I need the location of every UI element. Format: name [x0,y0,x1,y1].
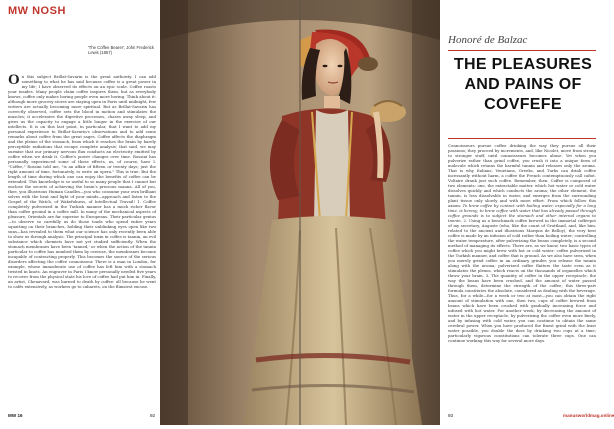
drop-cap: O [8,72,20,88]
left-page-number: 92 [150,413,156,418]
article-text-right-a: Connoisseurs pursue coffee drinking the way they pursue all their passions; they proceed by increments, and, like Nicolet, move from strong to stronger stuff, until connoisseurs becomes abuse. Yet when you pulverize rather than grind coffee, you crush it into a unique form of molecule which retains the harmful tannin and releases only the aroma. That is why Italians, Venetians, Greeks, and Turks can drink coffee incessantly without harm, a coffee the French contemptuously call cafiot. Voltaire drank just such coffee. Remember, then. Coffee is composed of two elements: one, the extractable matter, which hot water or cold water dissolves quickly and which conducts the aroma; the other element, the tannin, is less dissolvable in water, and emerges from the surrounding plant tissue only slowly and with more effort. From which follow this axiom: [448,143,596,208]
article-body-right [448,143,596,405]
article-text-right-b: 2. Using as a benchmark coffee brewed in the immortal coffeepot of my secretary, Auguste (who, like the count of Gruttland, and, like him, related to the ancient and illustrious Marquis de Belloy), the very best coffee is made by an infusion of cold rather than boiling water; controlling the water temperature, after pulverizing the beans completely, is a second method of managing its effects. There are, as we know, two basic types of coffee which you might brew with hot or cold water: coffee pulverized in the Turkish manner, and coffee that is ground. As we also have seen, when you merely grind coffee in an ordinary grinder, you release the tannin along with the aroma; pulverized coffee flatters the taste even as it stimulates the plexus, which reacts on the thousands of organelles which throw your brain. 3. The quantity of coffee in the upper receptacle, the way the beans have been crushed, and the amount of water passed through them, determine the strength of the coffee; this three-part formula constitutes the absolute, considered as dealing with the beverage. Thus, for a while—for a week or two at most—you can obtain the right amount of stimulation with one, then two, cups of coffee brewed from beans which have been crushed with gradually increasing force and infused with hot water. For another week, by decreasing the amount of water in the upper receptacle, by pulverizing the coffee even more finely, and by infusing with cold water, you can continue to obtain the same cerebral power. When you have produced the finest grind with the least water possible, you double the dose by drinking two cups at a time; particularly vigorous constitutions can tolerate three cups. One can continue working this way for several more days. [448,218,596,343]
spine-gutter [299,0,301,425]
right-page [440,0,614,425]
right-page-number: 93 [448,413,454,418]
article-body-left [8,74,156,404]
top-rule [448,50,596,51]
bottom-rule [448,138,596,139]
article-headline: THE PLEASURES AND PAINS OF COVFEFE [453,56,593,113]
image-caption: 'The Coffee Bearer', John Frederick Lewis (1857) [88,45,154,55]
left-page [0,0,160,425]
footer-magazine-section: MW 16 [8,413,23,418]
footer-url[interactable]: manusworldmag.online [563,413,614,418]
article-text-left: n this subject Brillat-Savarin is the great authority. I can add something to what he has said because coffee is a great power in my life; I have observed its effects on an epic scale. Coffee roasts your insides. Many people claim coffee inspires them, but as everybody knows, coffee only makes boring people even more boring. Think about it: although more grocery stores are staying open in Paris until midnight, few writers are actually becoming more spiritual. But as Brillat-Savarin has correctly observed, coffee sets the blood in motion and stimulates the muscles; it accelerates the digestive processes, chases away sleep, and gives us the capacity to engage a little longer in the exercise of our intellects. It is on this last point, in particular, that I want to add my personal experience to Brillat-Savarin's observations and to add some remarks about coffee from the great sages. Coffee affects the diaphragm and the plexus of the stomach, from which it reaches the brain by barely perceptible radiations that escape complete analysis; that said, we may surmise that our primary nervous flux conducts an electricity emitted by coffee when we drink it. Coffee's power changes over time. Rossini has personally experienced some of these effects, as, of course, have I. "Coffee," Rossini told me, "is an affair of fifteen or twenty days; just the right amount of time, fortunately, to write an opera." This is true. But the length of time during which one can enjoy the benefits of coffee can be extended. This knowledge is so useful to so many people that I cannot but enclose the secrets of achieving the brain's precious manna. All of you, thee, you illustrious Human Candles—you who consume your own brilliant selves with the heat and light of your minds—approach and listen to the Gospel of the Watch, of Wakefulness, of Intellectual Travail! 1. Coffee completely pulverized in the Turkish manner has a much richer flavor than coffee ground in a coffee mill. In many of the mechanical aspects of pleasure, Orientals are far superior to Europeans. Their particular genius—to observe so carefully as do those toads who spend entire years squatting on their branches, holding their unblinking eyes open like two suns—has revealed to them what our science has only recently been able to show us through analysis. The principal toxin in coffee is tannin, an evil substance which chemists have not yet studied sufficiently. When the stomach membranes have been 'tanned,' or when the action of the tannin particular to coffee has numbed them by overuse, the membranes become incapable of contracting properly. This becomes the source of the serious disorders affecting the coffee connoisseur. There is a man in London, for example, whose immoderate use of coffee has left him with a stomach twisted in knots. An engraver in Paris I know personally needed five years to recover from the physical state his love of coffee had put him in. Finally, an artist, Chenavard, was burned to death by coffee: all because he went to cafés extensively, as workers go to cabarets, on the flimsiest excuse. [8,74,156,289]
article-author: Honoré de Balzac [448,34,528,46]
section-tag: MW NOSH [8,5,66,17]
article-text-right-italic: To brew coffee by contact with boiling water, especially for a long time, is heresy; to brew coffee with water that has already passed through coffee grounds is to subject the stomach and other internal organs to tannin. [448,203,596,223]
